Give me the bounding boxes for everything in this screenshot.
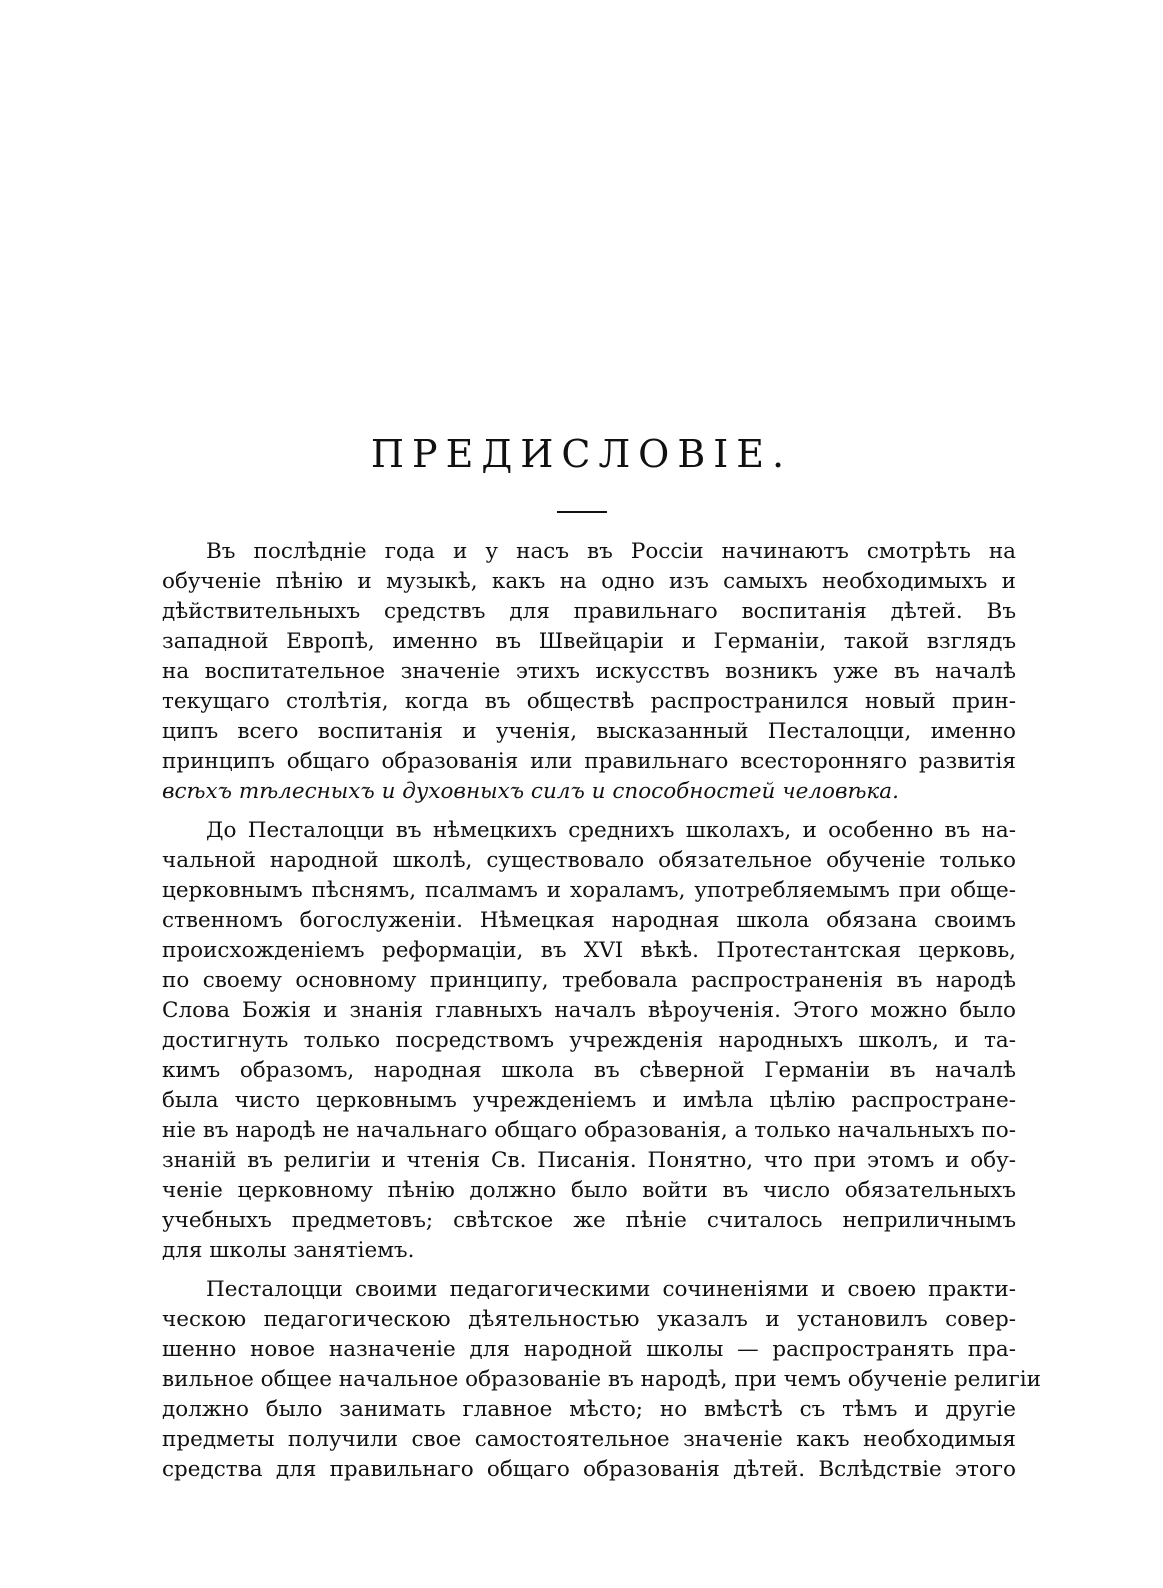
text-line: западной Европѣ, именно въ Швейцаріи и Германіи, такой взглядъ bbox=[162, 629, 1016, 654]
text-line: средства для правильнаго общаго образованія дѣтей. Вслѣдствіе этого bbox=[162, 1457, 1016, 1482]
text-line: предметы получили свое самостоятельное значеніе какъ необходимыя bbox=[162, 1427, 1016, 1452]
text-line: ственномъ богослуженіи. Нѣмецкая народная школа обязана своимъ bbox=[162, 908, 1016, 933]
text-line: для школы занятіемъ. bbox=[162, 1238, 415, 1263]
text-line: текущаго столѣтія, когда въ обществѣ распространился новый прин- bbox=[162, 689, 1016, 714]
text-line: происхожденіемъ реформаціи, въ XVI вѣкѣ. Протестантская церковь, bbox=[162, 938, 1016, 963]
title-divider bbox=[557, 511, 607, 513]
body-text bbox=[162, 537, 1041, 1485]
text-line: была чисто церковнымъ учрежденіемъ и имѣла цѣлію распростране- bbox=[162, 1088, 1016, 1113]
text-line: принципъ общаго образованія или правильнаго всесторонняго развитія bbox=[162, 749, 1016, 774]
text-line: Песталоцци своими педагогическими сочиненіями и своею практи- bbox=[206, 1277, 1016, 1302]
text-line: церковнымъ пѣснямъ, псалмамъ и хораламъ, употребляемымъ при обще- bbox=[162, 878, 1016, 903]
text-line: чальной народной школѣ, существовало обязательное обученіе только bbox=[162, 848, 1016, 873]
text-line: шенно новое назначеніе для народной школы — распространять пра- bbox=[162, 1337, 1016, 1362]
text-line: на воспитательное значеніе этихъ искусствъ возникъ уже въ началѣ bbox=[162, 659, 1016, 684]
text-line: ніе въ народѣ не начальнаго общаго образованія, а только начальныхъ по- bbox=[162, 1118, 1016, 1143]
text-line: Слова Божія и знанія главныхъ началъ вѣроученія. Этого можно было bbox=[162, 998, 1016, 1023]
text-line: учебныхъ предметовъ; свѣтское же пѣніе считалось неприличнымъ bbox=[162, 1208, 1016, 1233]
text-line: знаній въ религіи и чтенія Св. Писанія. Понятно, что при этомъ и обу- bbox=[162, 1148, 1016, 1173]
text-line: должно было занимать главное мѣсто; но вмѣстѣ съ тѣмъ и другіе bbox=[162, 1397, 1016, 1422]
text-line: ческою педагогическою дѣятельностью указалъ и установилъ совер- bbox=[162, 1307, 1016, 1332]
text-line: достигнуть только посредствомъ учрежденія народныхъ школъ, и та- bbox=[162, 1028, 1016, 1053]
text-line: вильное общее начальное образованіе въ народѣ, при чемъ обученіе религіи bbox=[162, 1367, 1041, 1392]
text-line: обученіе пѣнію и музыкѣ, какъ на одно изъ самыхъ необходимыхъ и bbox=[162, 569, 1016, 594]
text-line: До Песталоцци въ нѣмецкихъ среднихъ школахъ, и особенно въ на- bbox=[206, 818, 1016, 843]
text-line: ципъ всего воспитанія и ученія, высказанный Песталоцци, именно bbox=[162, 719, 1016, 744]
page-title: ПРЕДИСЛОВІЕ. bbox=[370, 432, 793, 476]
text-line: всѣхъ тѣлесныхъ и духовныхъ силъ и способностей человѣка. bbox=[162, 779, 899, 804]
text-line: ченіе церковному пѣнію должно было войти въ число обязательныхъ bbox=[162, 1178, 1016, 1203]
text-line: по своему основному принципу, требовала распространенія въ народѣ bbox=[162, 968, 1016, 993]
text-line: Въ послѣдніе года и у насъ въ Россіи начинаютъ смотрѣть на bbox=[206, 539, 1016, 564]
text-line: кимъ образомъ, народная школа въ сѣверной Германіи въ началѣ bbox=[162, 1058, 1016, 1083]
text-line: дѣйствительныхъ средствъ для правильнаго воспитанія дѣтей. Въ bbox=[162, 599, 1016, 624]
